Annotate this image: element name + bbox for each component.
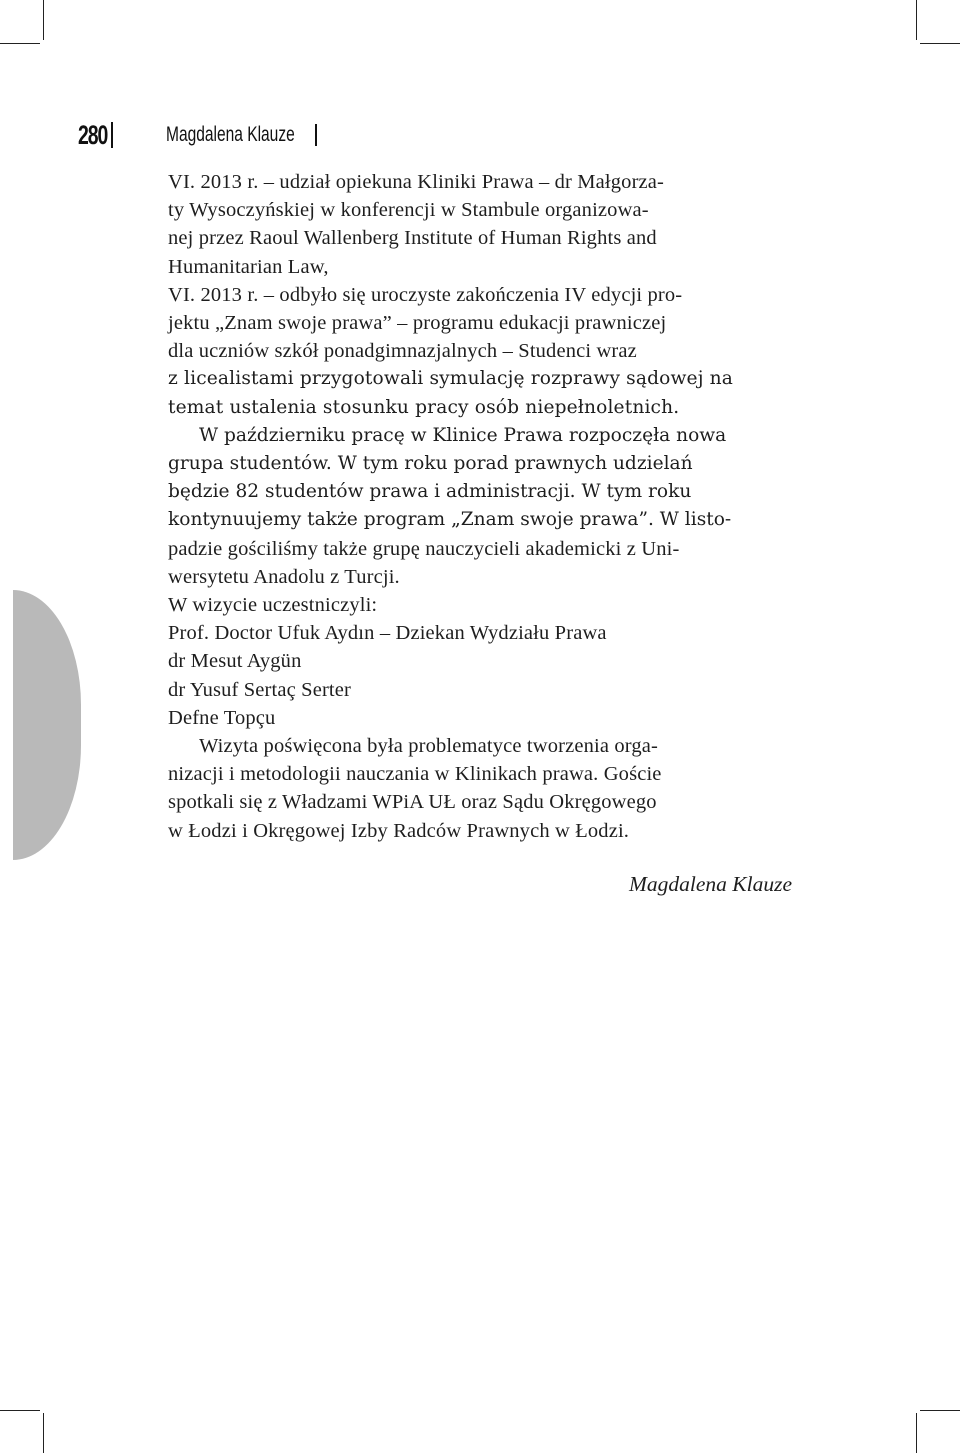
text-line: z licealistami przygotowali symulację rozprawy sądowej na	[168, 368, 734, 390]
crop-mark	[0, 1410, 40, 1411]
author-signature: Magdalena Klauze	[628, 872, 792, 896]
visitor: Prof. Doctor Ufuk Aydın – Dziekan Wydziału Prawa	[168, 622, 607, 645]
visitor: dr Mesut Aygün	[168, 650, 302, 673]
text-line: Wizyta poświęcona była problematyce tworzenia orga-	[199, 735, 658, 758]
text-line: VI. 2013 r. – odbyło się uroczyste zakończenia IV edycji pro-	[168, 283, 683, 306]
paragraph	[168, 168, 792, 281]
visitor: dr Yusuf Sertaç Serter	[168, 678, 351, 701]
article-body	[168, 168, 792, 845]
crop-mark	[920, 1410, 960, 1411]
thumb-index-tab	[13, 590, 81, 860]
text-line: kontynuujemy także program „Znam swoje prawa”. W listo-	[168, 509, 732, 531]
text-line: będzie 82 studentów prawa i administracji. W tym roku	[168, 481, 692, 503]
crop-mark	[0, 43, 40, 44]
crop-mark	[43, 0, 44, 40]
crop-mark	[916, 1413, 917, 1453]
text-line: nizacji i metodologii nauczania w Klinikach prawa. Goście	[168, 763, 662, 786]
text-line: grupa studentów. W tym roku porad prawnych udzielań	[168, 453, 693, 475]
text-line: temat ustalenia stosunku pracy osób niepełnoletnich.	[168, 396, 680, 418]
text-line: nej przez Raoul Wallenberg Institute of Human Rights and	[168, 227, 657, 250]
text-line: jektu „Znam swoje prawa” – programu edukacji prawniczej	[168, 312, 667, 335]
text-line: VI. 2013 r. – udział opiekuna Kliniki Prawa – dr Małgorza-	[168, 171, 665, 193]
crop-mark	[43, 1413, 44, 1453]
visitors-intro: W wizycie uczestniczyli:	[168, 594, 378, 617]
text-line: Humanitarian Law,	[168, 255, 329, 278]
text-line: w Łodzi i Okręgowej Izby Radców Prawnych w Łodzi.	[168, 819, 630, 842]
running-author: Magdalena Klauze	[166, 123, 295, 146]
text-line: ty Wysoczyńskiej w konferencji w Stambule organizowa-	[168, 199, 649, 222]
visitor: Defne Topçu	[168, 706, 276, 729]
header-separator	[111, 122, 113, 148]
running-header	[78, 118, 317, 152]
paragraph	[168, 422, 792, 591]
text-line: padzie gościliśmy także grupę nauczycieli akademicki z Uni-	[168, 537, 680, 560]
paragraph	[168, 732, 792, 845]
header-separator	[315, 124, 317, 146]
text-line: wersytetu Anadolu z Turcji.	[168, 565, 400, 588]
text-line: spotkali się z Władzami WPiA UŁ oraz Sądu Okręgowego	[168, 791, 657, 814]
page-number: 280	[78, 119, 108, 150]
text-line: W październiku pracę w Klinice Prawa rozpoczęła nowa	[199, 424, 727, 446]
text-line: dla uczniów szkół ponadgimnazjalnych – Studenci wraz	[168, 340, 637, 363]
crop-mark	[920, 43, 960, 44]
crop-mark	[916, 0, 917, 40]
visitors-list	[168, 591, 792, 732]
paragraph	[168, 281, 792, 422]
